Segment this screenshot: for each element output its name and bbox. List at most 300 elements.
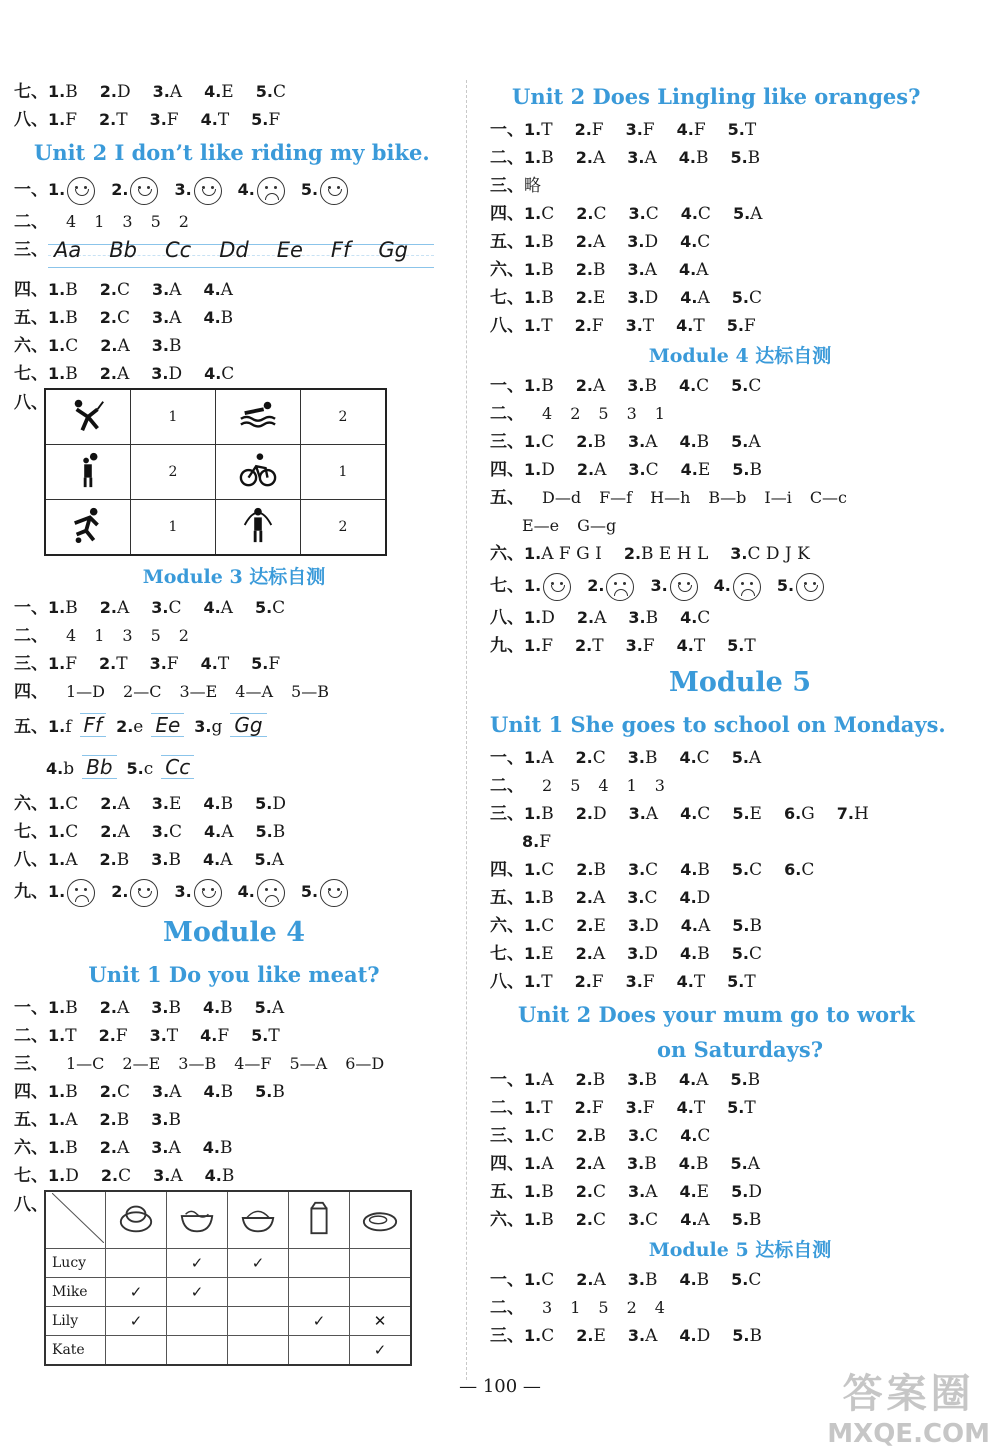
matching-line	[14, 678, 454, 706]
sad-face-icon	[67, 879, 95, 907]
watermark-text: 答案圈	[842, 1371, 975, 1417]
item-number: 5.	[730, 1070, 748, 1089]
item-answer: A	[169, 1082, 182, 1102]
item-number: 4.	[679, 1182, 697, 1201]
item-answer: F	[693, 120, 706, 140]
item-number: 2.	[99, 1082, 117, 1101]
item-number: 1.	[48, 717, 66, 736]
item-number: 1.	[524, 944, 542, 963]
faces-line	[14, 874, 454, 910]
item-answer: T	[166, 1026, 179, 1046]
item-number: 5.	[731, 944, 749, 963]
question-label: 六、	[490, 916, 524, 936]
question-label: 四、	[14, 682, 48, 702]
letter-pair: Gg	[378, 238, 409, 262]
item-answer: C	[644, 888, 658, 908]
table-cell: 2	[131, 445, 216, 500]
item-number: 4.	[202, 850, 221, 869]
question-label: 一、	[490, 748, 524, 768]
sad-face-icon	[257, 879, 285, 907]
item-answer: B	[541, 1210, 554, 1230]
item-answer: B	[220, 308, 234, 328]
question-label: 六、	[490, 544, 524, 564]
sequence-item: E—e	[522, 516, 560, 535]
answer-line	[14, 360, 454, 388]
item-answer: A	[592, 1154, 605, 1174]
smiley-face-icon	[194, 177, 222, 205]
question-label: 八、	[490, 972, 524, 992]
item-number: 3.	[628, 460, 646, 479]
answer-line	[490, 1322, 990, 1350]
item-answer: B	[696, 1270, 710, 1290]
item-answer: B	[592, 260, 606, 280]
item-answer: B	[697, 944, 710, 964]
item-number: 2.	[99, 280, 117, 299]
item-number: 2.	[623, 544, 642, 563]
item-number: 5.	[255, 82, 273, 101]
item-number: 4.	[203, 822, 222, 841]
item-number: 1.	[524, 432, 542, 451]
item-number: 1.	[524, 1270, 542, 1289]
item-number: 3.	[625, 972, 643, 991]
question-label: 四、	[490, 860, 524, 880]
sports-table-block	[14, 388, 454, 560]
item-answer: B	[695, 148, 709, 168]
item-number: 4.	[679, 432, 697, 451]
item-answer: B	[747, 1070, 761, 1090]
item-number: 4.	[676, 120, 694, 139]
omitted-text: 略	[524, 176, 541, 196]
question-label: 九、	[490, 636, 524, 656]
item-number: 3.	[627, 432, 646, 451]
sequence-item: 1	[94, 212, 105, 231]
letter-groups-line	[490, 540, 990, 568]
answer-line	[490, 200, 990, 228]
item-number: 2.	[574, 1098, 592, 1117]
answer-line	[14, 1022, 454, 1050]
item-number: 7.	[836, 804, 854, 823]
item-answer: F	[591, 120, 604, 140]
item-answer: C	[697, 804, 711, 824]
question-label: 三、	[490, 1326, 524, 1346]
item-number: 5.	[731, 432, 749, 451]
answer-line	[490, 828, 990, 856]
item-number: 2.	[98, 1026, 116, 1045]
sports-table	[44, 388, 387, 556]
item-number: 2.	[99, 598, 117, 617]
item-answer: A F G I	[541, 544, 602, 564]
item-answer: B	[220, 1082, 234, 1102]
sequence-item: 3	[122, 212, 133, 231]
item-answer: A	[221, 822, 234, 842]
item-number: 4.	[676, 1098, 694, 1117]
item-answer: C	[592, 1182, 606, 1202]
item-answer: E	[593, 1326, 606, 1346]
item-answer: C	[116, 280, 130, 300]
sequence-item: 4	[66, 212, 77, 231]
item-answer: D	[272, 794, 286, 814]
item-answer: E	[593, 916, 606, 936]
item-number: 3.	[625, 120, 643, 139]
item-number: 1.	[524, 376, 542, 395]
smiley-face-icon	[670, 573, 698, 601]
letter-pair: Dd	[219, 238, 249, 262]
item-number: 2.	[576, 1326, 594, 1345]
fish-dish-icon	[361, 1199, 399, 1237]
table-cell: 1	[131, 500, 216, 556]
answer-line	[14, 276, 454, 304]
item-number: 1.	[524, 232, 542, 251]
question-label: 二、	[490, 1098, 524, 1118]
item-answer: B	[592, 1070, 606, 1090]
item-number: 2.	[116, 717, 134, 736]
sequence-item: 3	[122, 626, 133, 645]
item-number: 1.	[48, 598, 66, 617]
item-answer: T	[116, 654, 128, 674]
question-label: 六、	[14, 336, 48, 356]
item-answer: D	[644, 232, 659, 252]
item-number: 4.	[237, 180, 255, 199]
question-label: 五、	[14, 308, 48, 328]
item-number: 5.	[727, 120, 745, 139]
item-number: 5.	[732, 204, 751, 223]
item-answer: C	[65, 822, 79, 842]
question-label: 一、	[490, 120, 524, 140]
food-picture	[350, 1191, 412, 1249]
item-answer: C	[116, 1082, 130, 1102]
item-number: 2.	[575, 944, 593, 963]
item-answer: A	[592, 148, 606, 168]
item-number: 1.	[524, 316, 542, 335]
item-answer: A	[169, 308, 182, 328]
item-answer: B	[65, 1138, 78, 1158]
item-answer: C	[748, 1270, 762, 1290]
item-answer: A	[645, 1326, 658, 1346]
item-answer: B	[221, 1166, 235, 1186]
answer-line	[490, 744, 990, 772]
sequence-item: 3	[654, 776, 665, 795]
item-number: 5.	[255, 822, 273, 841]
item-answer: A	[220, 280, 233, 300]
item-answer: A	[748, 432, 761, 452]
answer-line	[490, 256, 990, 284]
item-answer: T	[541, 316, 553, 336]
meat-icon	[117, 1199, 155, 1237]
question-label: 二、	[14, 1026, 48, 1046]
item-number: 2.	[575, 232, 593, 251]
sequence-item: G—g	[577, 516, 617, 535]
page-number: — 100 —	[459, 1376, 541, 1397]
smiley-face-icon	[130, 879, 158, 907]
item-number: 1.	[524, 576, 542, 595]
item-number: 2.	[575, 376, 593, 395]
item-answer: G	[801, 804, 815, 824]
face-mouth	[202, 891, 216, 898]
item-answer: A	[168, 1138, 181, 1158]
table-cell: ✓	[106, 1307, 167, 1336]
item-answer: C D J K	[747, 544, 810, 564]
face-mouth	[741, 589, 755, 596]
item-answer: A	[541, 748, 554, 768]
item-number: 5.	[254, 850, 272, 869]
question-label: 六、	[14, 794, 48, 814]
item-answer: e	[133, 717, 144, 737]
item-number: 3.	[650, 576, 668, 595]
item-answer: C	[272, 598, 286, 618]
item-number: 2.	[576, 860, 594, 879]
letters-row	[54, 238, 436, 262]
item-answer: A	[750, 204, 763, 224]
item-answer: C	[748, 944, 762, 964]
item-number: 1.	[48, 110, 66, 129]
item-number: 2.	[575, 804, 593, 823]
item-number: 4.	[680, 860, 698, 879]
item-number: 4.	[678, 260, 697, 279]
answer-line	[14, 594, 454, 622]
sport-picture	[45, 500, 131, 556]
item-answer: F	[642, 120, 655, 140]
item-number: 3.	[627, 1210, 646, 1229]
item-number: 1.	[524, 748, 542, 767]
item-answer: B	[116, 850, 130, 870]
item-number: 3.	[627, 148, 645, 167]
sequence-line	[14, 208, 454, 236]
sequence-item: 2	[542, 776, 553, 795]
item-answer: C	[697, 608, 711, 628]
item-answer: T	[744, 1098, 756, 1118]
watermark	[827, 1362, 990, 1449]
right-column	[490, 78, 990, 1350]
sequence-item: 2	[178, 626, 189, 645]
letter-pairs-line	[490, 484, 990, 512]
answer-line	[490, 800, 990, 828]
item-answer: B	[695, 1154, 709, 1174]
item-number: 3.	[151, 1110, 169, 1129]
item-answer: B	[593, 432, 606, 452]
smiley-face-icon	[320, 177, 348, 205]
item-number: 1.	[524, 860, 542, 879]
item-answer: C	[749, 860, 763, 880]
question-label: 四、	[490, 1154, 524, 1174]
item-number: 5.	[727, 1098, 745, 1117]
item-answer: B	[541, 376, 554, 396]
item-answer: B	[219, 1138, 233, 1158]
item-number: 3.	[627, 860, 646, 879]
letter-pair: Aa	[54, 238, 82, 262]
answer-line	[490, 1094, 990, 1122]
answer-line	[14, 1134, 454, 1162]
item-number: 4.	[678, 148, 696, 167]
item-number: 3.	[174, 180, 192, 199]
item-answer: B	[65, 364, 78, 384]
sequence-item: 5	[598, 1298, 609, 1317]
noodles-icon	[178, 1199, 216, 1237]
item-answer: D	[541, 608, 555, 628]
item-answer: C	[593, 204, 607, 224]
item-number: 3.	[153, 1166, 171, 1185]
item-number: 5.	[731, 1270, 749, 1289]
item-number: 3.	[627, 748, 645, 767]
sequence-item: 1	[570, 1298, 581, 1317]
item-answer: D	[116, 82, 131, 102]
item-answer: A	[696, 1070, 709, 1090]
item-answer: C	[645, 1126, 659, 1146]
item-number: 3.	[627, 232, 645, 251]
item-number: 2.	[575, 748, 593, 767]
item-number: 4.	[676, 972, 694, 991]
item-answer: T	[217, 654, 230, 674]
sequence-item: 5—B	[291, 682, 329, 701]
face-mouth	[75, 895, 89, 902]
item-number: 1.	[48, 654, 66, 673]
item-number: 2.	[575, 888, 593, 907]
item-answer: B	[696, 432, 710, 452]
item-answer: A	[593, 1270, 606, 1290]
item-number: 5.	[727, 636, 745, 655]
sequence-item: 2	[178, 212, 189, 231]
table-cell	[350, 1249, 412, 1278]
face-mouth	[804, 585, 818, 592]
item-answer: D	[541, 460, 555, 480]
item-number: 4.	[200, 1026, 218, 1045]
item-answer: C	[697, 1126, 711, 1146]
item-number: 5.	[731, 748, 749, 767]
handwritten-letters: Cc	[161, 755, 194, 779]
item-number: 2.	[574, 120, 592, 139]
item-number: 5.	[255, 794, 273, 813]
item-answer: B	[697, 860, 710, 880]
handwritten-letters: Ff	[80, 713, 107, 737]
sequence-item: 4	[654, 1298, 665, 1317]
item-number: 3.	[151, 280, 170, 299]
face-mouth	[678, 585, 692, 592]
question-label: 七、	[490, 576, 524, 596]
item-answer: A	[644, 148, 657, 168]
item-number: 1.	[524, 204, 542, 223]
question-label: 七、	[490, 944, 524, 964]
item-answer: A	[592, 944, 606, 964]
item-answer: C	[116, 308, 130, 328]
item-number: 5.	[126, 759, 144, 778]
question-label: 二、	[14, 626, 48, 646]
item-number: 2.	[99, 364, 117, 383]
answer-line	[490, 856, 990, 884]
item-answer: B	[541, 148, 554, 168]
table-cell: ✓	[350, 1336, 412, 1366]
item-number: 2.	[575, 636, 593, 655]
item-number: 4.	[680, 204, 698, 223]
table-cell	[350, 1278, 412, 1307]
item-answer: F	[217, 1026, 230, 1046]
item-number: 2.	[576, 608, 595, 627]
item-number: 1.	[524, 1098, 542, 1117]
item-answer: T	[744, 972, 756, 992]
item-number: 3.	[151, 336, 169, 355]
item-number: 4.	[678, 1154, 696, 1173]
item-number: 2.	[99, 998, 117, 1017]
item-number: 4.	[46, 759, 64, 778]
sequence-item: 1—D	[66, 682, 106, 701]
answer-line	[490, 884, 990, 912]
item-answer: F	[541, 636, 554, 656]
item-answer: F	[642, 972, 655, 992]
item-answer: A	[116, 598, 130, 618]
smiley-face-icon	[194, 879, 222, 907]
question-label: 四、	[490, 460, 524, 480]
item-number: 3.	[627, 260, 645, 279]
face-mouth	[614, 589, 628, 596]
item-number: 4.	[676, 316, 694, 335]
item-number: 3.	[627, 1154, 645, 1173]
answer-line	[490, 632, 990, 660]
item-number: 4.	[680, 804, 698, 823]
item-answer: B	[116, 1110, 130, 1130]
answer-line	[490, 940, 990, 968]
answer-line	[490, 1122, 990, 1150]
item-answer: B	[541, 1182, 554, 1202]
answer-line	[490, 1066, 990, 1094]
item-number: 2.	[574, 972, 592, 991]
sequence-item: 1	[626, 776, 637, 795]
item-answer: C	[168, 822, 182, 842]
letter-pairs-line	[14, 748, 454, 790]
swimming-icon	[239, 396, 277, 434]
question-label: 五、	[14, 1110, 48, 1130]
item-answer: F	[591, 1098, 604, 1118]
sequence-item: 4—F	[234, 1054, 272, 1073]
item-number: 4.	[678, 376, 697, 395]
item-answer: F	[115, 1026, 128, 1046]
item-answer: A	[220, 850, 233, 870]
item-number: 3.	[152, 82, 170, 101]
item-answer: B	[748, 1210, 762, 1230]
item-number: 4.	[676, 636, 694, 655]
sequence-item: 4—A	[235, 682, 274, 701]
answer-line	[14, 846, 454, 874]
item-number: 2.	[99, 1110, 117, 1129]
item-number: 3.	[627, 944, 645, 963]
table-cell	[167, 1307, 228, 1336]
item-answer: A	[645, 1182, 658, 1202]
item-answer: D	[644, 288, 659, 308]
answer-line	[14, 790, 454, 818]
sequence-item: 2	[570, 404, 581, 423]
item-answer: C	[541, 432, 555, 452]
sequence-item: 5	[598, 404, 609, 423]
item-number: 4.	[680, 944, 698, 963]
item-number: 1.	[48, 180, 66, 199]
face-mouth	[265, 193, 279, 200]
answer-line	[14, 1162, 454, 1190]
item-answer: A	[696, 260, 709, 280]
item-number: 1.	[524, 148, 542, 167]
item-answer: B	[272, 822, 286, 842]
question-label: 一、	[14, 180, 48, 200]
item-answer: C	[541, 860, 555, 880]
item-answer: T	[116, 110, 128, 130]
item-answer: b	[63, 759, 75, 779]
question-label: 七、	[14, 822, 48, 842]
item-answer: T	[541, 120, 553, 140]
sad-face-icon	[257, 177, 285, 205]
item-number: 3.	[627, 1270, 645, 1289]
item-answer: D	[645, 916, 659, 936]
item-number: 1.	[524, 804, 542, 823]
item-number: 1.	[48, 998, 66, 1017]
item-number: 4.	[679, 888, 697, 907]
item-answer: F	[642, 1098, 655, 1118]
item-number: 1.	[48, 1166, 66, 1185]
